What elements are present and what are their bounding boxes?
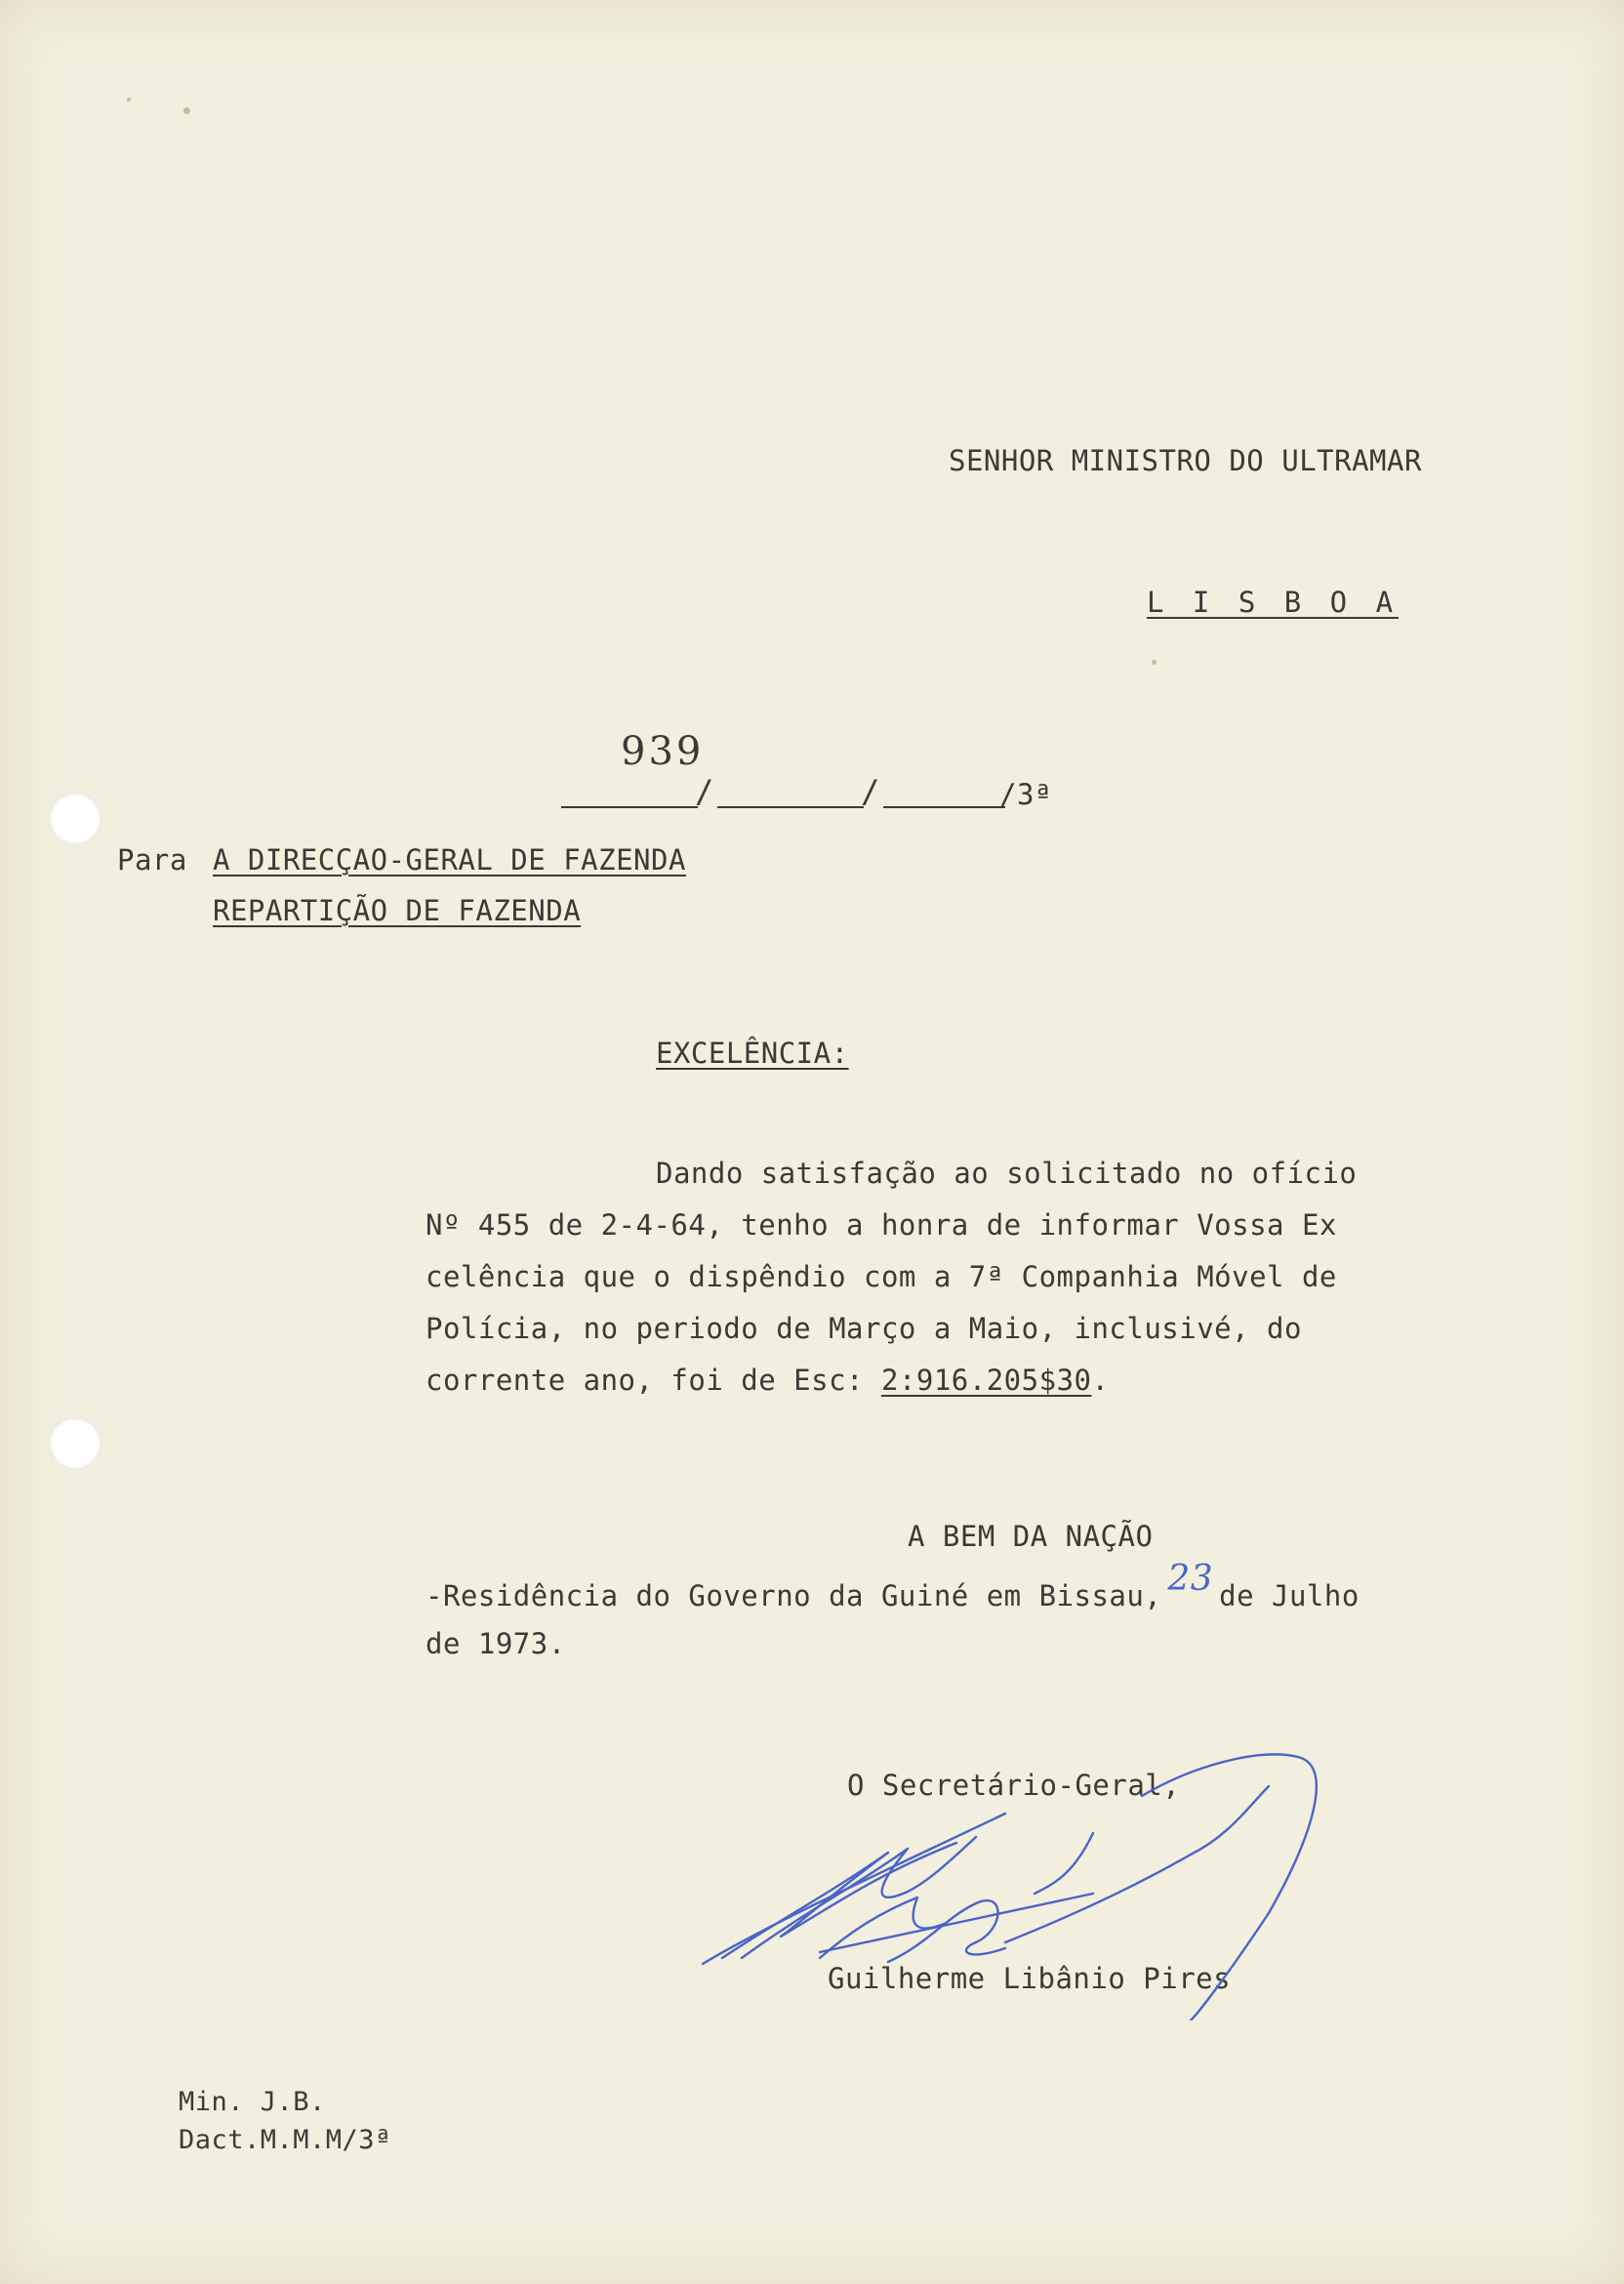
reference-field-2 bbox=[717, 806, 864, 808]
footer-line-2: Dact.M.M.M/3ª bbox=[179, 2125, 391, 2155]
ink-spot bbox=[1152, 660, 1157, 665]
body-line-4: Polícia, no periodo de Março a Maio, inclusivé, do bbox=[426, 1312, 1302, 1345]
reference-separator: / bbox=[695, 773, 714, 810]
destination-prefix: Para bbox=[117, 843, 187, 877]
closing-motto: A BEM DA NAÇÃO bbox=[908, 1520, 1154, 1553]
addressee-city: L I S B O A bbox=[1147, 586, 1400, 619]
salutation: EXCELÊNCIA: bbox=[656, 1037, 849, 1070]
handwritten-signature bbox=[683, 1728, 1386, 2020]
destination-line1: A DIRECÇAO-GERAL DE FAZENDA bbox=[213, 843, 686, 877]
body-line-3: celência que o dispêndio com a 7ª Companhia Móvel de bbox=[426, 1260, 1337, 1293]
signatory-title: O Secretário-Geral, bbox=[847, 1769, 1181, 1802]
reference-field-3 bbox=[883, 806, 1005, 808]
ink-spot bbox=[127, 98, 131, 102]
ink-spot bbox=[183, 107, 190, 114]
footer-line-1: Min. J.B. bbox=[179, 2087, 326, 2117]
reference-section: /3ª bbox=[999, 778, 1052, 811]
body-line-1: Dando satisfação ao solicitado no ofício bbox=[656, 1157, 1358, 1190]
body-line-5-text: corrente ano, foi de Esc: bbox=[426, 1364, 864, 1397]
amount: 2:916.205$30 bbox=[880, 1364, 1092, 1397]
handwritten-day: 23 bbox=[1167, 1559, 1214, 1599]
punch-hole-top bbox=[49, 793, 102, 845]
reference-separator: / bbox=[861, 773, 880, 810]
punch-hole-bottom bbox=[49, 1417, 102, 1470]
reference-number: 939 bbox=[621, 729, 705, 774]
signatory-name: Guilherme Libânio Pires bbox=[828, 1962, 1232, 1995]
closing-year-line: de 1973. bbox=[426, 1627, 566, 1660]
body-line-5 bbox=[426, 1364, 1109, 1397]
closing-place-start: -Residência do Governo da Guiné em Bissau, bbox=[426, 1579, 1162, 1612]
closing-place-end: de Julho bbox=[1219, 1579, 1360, 1612]
amount-end: . bbox=[1091, 1364, 1110, 1397]
reference-field-1 bbox=[561, 806, 698, 808]
closing-place-line bbox=[426, 1559, 1360, 1614]
addressee-title: SENHOR MINISTRO DO ULTRAMAR bbox=[949, 444, 1422, 477]
destination-line2: REPARTIÇÃO DE FAZENDA bbox=[213, 894, 582, 927]
body-line-2: Nº 455 de 2-4-64, tenho a honra de informar Vossa Ex bbox=[426, 1208, 1337, 1242]
